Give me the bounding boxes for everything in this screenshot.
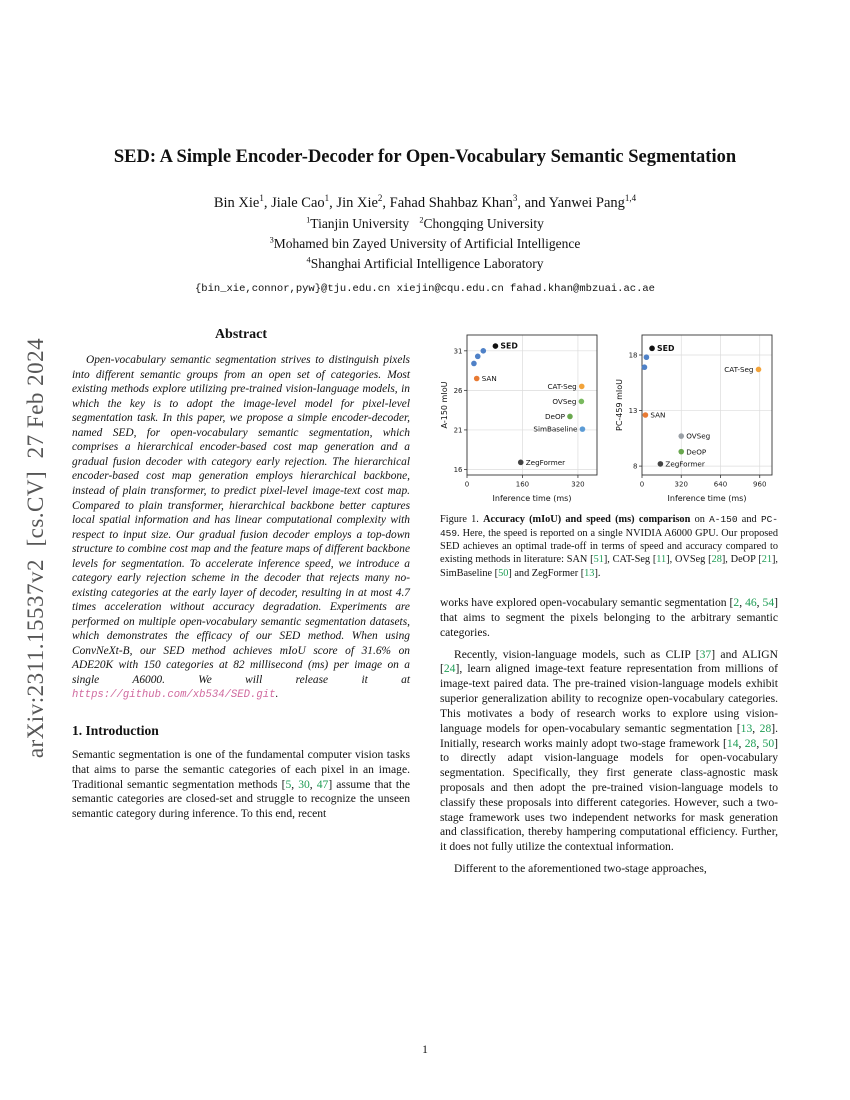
svg-text:ZegFormer: ZegFormer xyxy=(665,459,705,469)
text-segment: ], learn aligned image-text feature representation from millions of image-text paired data. The pre-trained vision-language models exhibit superior generalization ability to recognize open-vocabulary categories. This motivates a body of research works to explore using vision-language models for open-vocabulary semantic segmentation [ xyxy=(440,662,778,735)
citation-link[interactable]: 13 xyxy=(584,567,595,579)
text-segment: , Jiale Cao xyxy=(263,195,325,212)
citation-link[interactable]: 28 xyxy=(759,721,772,735)
arxiv-watermark: arXiv:2311.15537v2 [cs.CV] 27 Feb 2024 xyxy=(23,337,48,759)
text-segment: , xyxy=(756,736,763,750)
svg-text:31: 31 xyxy=(453,347,463,356)
paper-content xyxy=(72,0,778,884)
svg-text:DeOP: DeOP xyxy=(545,412,565,422)
text-segment: ], CAT-Seg [ xyxy=(603,554,657,566)
svg-text:OVSeg: OVSeg xyxy=(552,397,577,407)
body-paragraph-1 xyxy=(440,596,778,640)
citation-link[interactable]: 2 xyxy=(733,596,740,610)
body-paragraph-3 xyxy=(440,862,778,877)
text-segment: 3 xyxy=(512,193,518,204)
svg-text:320: 320 xyxy=(571,480,585,489)
text-segment: ], OVSeg [ xyxy=(666,554,712,566)
citation-link[interactable]: 37 xyxy=(699,647,712,661)
text-segment: 2 xyxy=(419,215,424,225)
figure-1-caption xyxy=(440,513,778,580)
text-segment: Mohamed bin Zayed University of Artificial Intelligence xyxy=(273,236,581,252)
svg-text:OVSeg: OVSeg xyxy=(686,431,711,441)
scatter-plot-a150 xyxy=(440,327,603,505)
text-segment: , Fahad Shahbaz Khan xyxy=(382,195,513,212)
text-segment: , xyxy=(291,777,299,791)
text-segment: , xyxy=(738,736,745,750)
text-segment: and xyxy=(737,514,761,526)
svg-text:PC-459 mIoU: PC-459 mIoU xyxy=(615,379,624,432)
svg-text:Inference time (ms): Inference time (ms) xyxy=(492,494,572,504)
svg-text:960: 960 xyxy=(753,480,767,489)
affiliation-line-2 xyxy=(72,236,778,252)
text-segment: 1,4 xyxy=(624,193,637,204)
svg-text:CAT-Seg: CAT-Seg xyxy=(547,382,577,392)
authors-line xyxy=(72,195,778,212)
svg-text:ZegFormer: ZegFormer xyxy=(525,458,566,468)
text-segment: 4 xyxy=(306,255,311,265)
text-segment: works have explored open-vocabulary semantic segmentation [ xyxy=(440,596,734,610)
svg-text:SAN: SAN xyxy=(481,374,497,384)
citation-link[interactable]: 11 xyxy=(656,554,667,566)
text-segment: Accuracy (mIoU) and speed (ms) comparison xyxy=(483,514,691,526)
citation-link[interactable]: 28 xyxy=(711,554,722,566)
citation-link[interactable]: 21 xyxy=(761,554,772,566)
section-heading-introduction: 1. Introduction xyxy=(72,722,159,738)
svg-text:SED: SED xyxy=(657,344,675,354)
text-segment: Shanghai Artificial Intelligence Laboratory xyxy=(310,256,544,272)
text-segment: . xyxy=(275,688,279,701)
text-segment: 1 xyxy=(306,215,311,225)
text-segment: Recently, vision-language models, such as CLIP [ xyxy=(454,647,700,661)
two-column-body xyxy=(72,321,778,884)
text-segment: ], SimBaseline [ xyxy=(440,554,778,579)
citation-link[interactable]: 47 xyxy=(316,777,329,791)
svg-text:18: 18 xyxy=(628,351,638,360)
text-segment: Chongqing University xyxy=(423,216,544,232)
text-segment: Different to the aforementioned two-stage approaches, xyxy=(454,862,707,876)
text-segment: A-150 xyxy=(709,514,738,526)
email-line: {bin_xie,connor,pyw}@tju.edu.cn xiejin@cqu.edu.cn fahad.khan@mbzuai.ac.ae xyxy=(195,283,655,296)
page-number: 1 xyxy=(422,1044,428,1056)
text-segment: Semantic segmentation is one of the fundamental computer vision tasks that aims to parse the semantic categories of each pixel in an image. Traditional semantic segmentation methods [ xyxy=(72,747,410,791)
svg-text:A-150 mIoU: A-150 mIoU xyxy=(440,381,449,429)
text-segment: 1 xyxy=(259,193,264,204)
text-segment: 2 xyxy=(377,193,383,204)
svg-text:13: 13 xyxy=(628,407,638,416)
text-segment: ] and ALIGN [ xyxy=(440,647,778,676)
intro-paragraph xyxy=(72,748,410,822)
text-segment: on xyxy=(690,514,710,526)
text-segment: 3 xyxy=(269,235,274,245)
citation-link[interactable]: 5 xyxy=(285,777,292,791)
svg-text:8: 8 xyxy=(633,462,638,471)
text-segment: ]. xyxy=(594,567,601,579)
figure-1 xyxy=(440,327,778,505)
abstract-heading: Abstract xyxy=(214,327,268,343)
svg-text:SED: SED xyxy=(500,341,518,351)
svg-text:320: 320 xyxy=(674,480,688,489)
svg-text:SAN: SAN xyxy=(650,410,666,420)
citation-link[interactable]: 46 xyxy=(745,596,757,610)
right-column xyxy=(440,321,778,884)
text-segment: Figure 1. xyxy=(440,514,484,526)
text-segment: , and Yanwei Pang xyxy=(517,195,625,212)
text-segment: ], DeOP [ xyxy=(721,554,762,566)
svg-text:0: 0 xyxy=(464,480,470,489)
text-segment: ] assume that the semantic categories are closed-set and struggle to recognize the unseen semantic category during inference. To this end, recent xyxy=(72,777,411,821)
paper-title: SED: A Simple Encoder-Decoder for Open-Vocabulary Semantic Segmentation xyxy=(113,147,737,167)
svg-text:16: 16 xyxy=(453,466,463,475)
citation-link[interactable]: 50 xyxy=(762,736,775,750)
citation-link[interactable]: 30 xyxy=(298,777,310,791)
text-segment: ]. Initially, research works mainly adopt two-stage framework [ xyxy=(440,721,778,750)
scatter-plot-pc459 xyxy=(615,327,778,505)
text-segment: . Here, the speed is reported on a single NVIDIA A6000 GPU. Our proposed SED achieves an optimal trade-off in terms of speed and accuracy compared to existing methods in literature: SAN [ xyxy=(440,527,778,566)
text-segment: ] that aims to segment the pixels belonging to the arbitrary semantic categories. xyxy=(440,596,779,639)
svg-text:26: 26 xyxy=(453,387,463,396)
github-link[interactable]: https://github.com/xb534/SED.git xyxy=(72,689,276,702)
citation-link[interactable]: 28 xyxy=(744,736,757,750)
text-segment: PC-459 xyxy=(440,514,778,539)
left-column xyxy=(72,321,410,884)
text-segment: , xyxy=(739,596,746,610)
text-segment: , xyxy=(752,721,760,735)
affiliation-line-1 xyxy=(72,216,778,232)
text-segment: 1 xyxy=(324,193,330,204)
citation-link[interactable]: 54 xyxy=(762,596,775,610)
citation-link[interactable]: 24 xyxy=(443,662,456,676)
text-segment: , xyxy=(309,777,317,791)
text-segment: Open-vocabulary semantic segmentation strives to distinguish pixels into different semantic groups from an open set of categories. Most existing methods explore utilizing pre-trained vision-language models, in which the key is to adopt the image-level model for pixel-level segmentation task. In this paper, we propose a simple encoder-decoder, named SED, for open-vocabulary semantic segmentation, which comprises a hierarchical encoder-based cost map generation and a gradual fusion decoder with category early rejection. The hierarchical encoder-based cost map generation employs hierarchical backbone, instead of plain transformer, to predict pixel-level image-text cost map. Compared to plain transformer, hierarchical backbone better captures local spatial information and has linear computational complexity with respect to input size. Our gradual fusion decoder employs a top-down structure to combine cost map and the feature maps of different backbone levels for segmentation. To accelerate inference speed, we introduce a category early rejection scheme in the decoder that rejects many no-existing categories at the early layer of decoder, resulting in at most 4.7 times acceleration without accuracy degradation. Experiments are performed on multiple open-vocabulary semantic segmentation datasets, which demonstrates the efficacy of our SED method. When using ConvNeXt-B, our SED method achieves mIoU score of 31.6% on ADE20K with 150 categories at 82 millisecond (ms) per image on a single A6000. We will release it at xyxy=(72,354,410,686)
svg-text:160: 160 xyxy=(515,480,530,489)
citation-link[interactable]: 13 xyxy=(740,721,753,735)
citation-link[interactable]: 14 xyxy=(726,736,739,750)
text-segment: ] to directly adapt vision-language models for open-vocabulary segmentation. Specifically, they first generate class-agnostic mask proposals and then adopt the pre-trained vision-language models to classify these proposals into different categories. However, such a two-stage framework uses two independent networks for mask generation and classification, thereby hampering computational efficiency. Further, it does not fully utilize the contextual information. xyxy=(440,736,779,854)
text-segment: ] and ZegFormer [ xyxy=(508,567,585,579)
svg-text:Inference time (ms): Inference time (ms) xyxy=(667,494,747,504)
text-segment: Tianjin University xyxy=(310,216,420,232)
svg-text:0: 0 xyxy=(639,480,645,489)
svg-text:SimBaseline: SimBaseline xyxy=(533,424,578,434)
abstract-text xyxy=(72,353,410,703)
svg-text:CAT-Seg: CAT-Seg xyxy=(724,365,754,375)
text-segment: Bin Xie xyxy=(213,195,260,212)
svg-text:DeOP: DeOP xyxy=(686,447,707,457)
affiliation-line-3 xyxy=(72,256,778,272)
text-segment: , Jin Xie xyxy=(329,195,378,212)
svg-text:21: 21 xyxy=(453,426,463,435)
body-paragraph-2 xyxy=(440,648,778,856)
text-segment: , xyxy=(756,596,763,610)
citation-link[interactable]: 50 xyxy=(498,567,509,579)
svg-text:640: 640 xyxy=(713,480,728,489)
citation-link[interactable]: 51 xyxy=(593,554,604,566)
